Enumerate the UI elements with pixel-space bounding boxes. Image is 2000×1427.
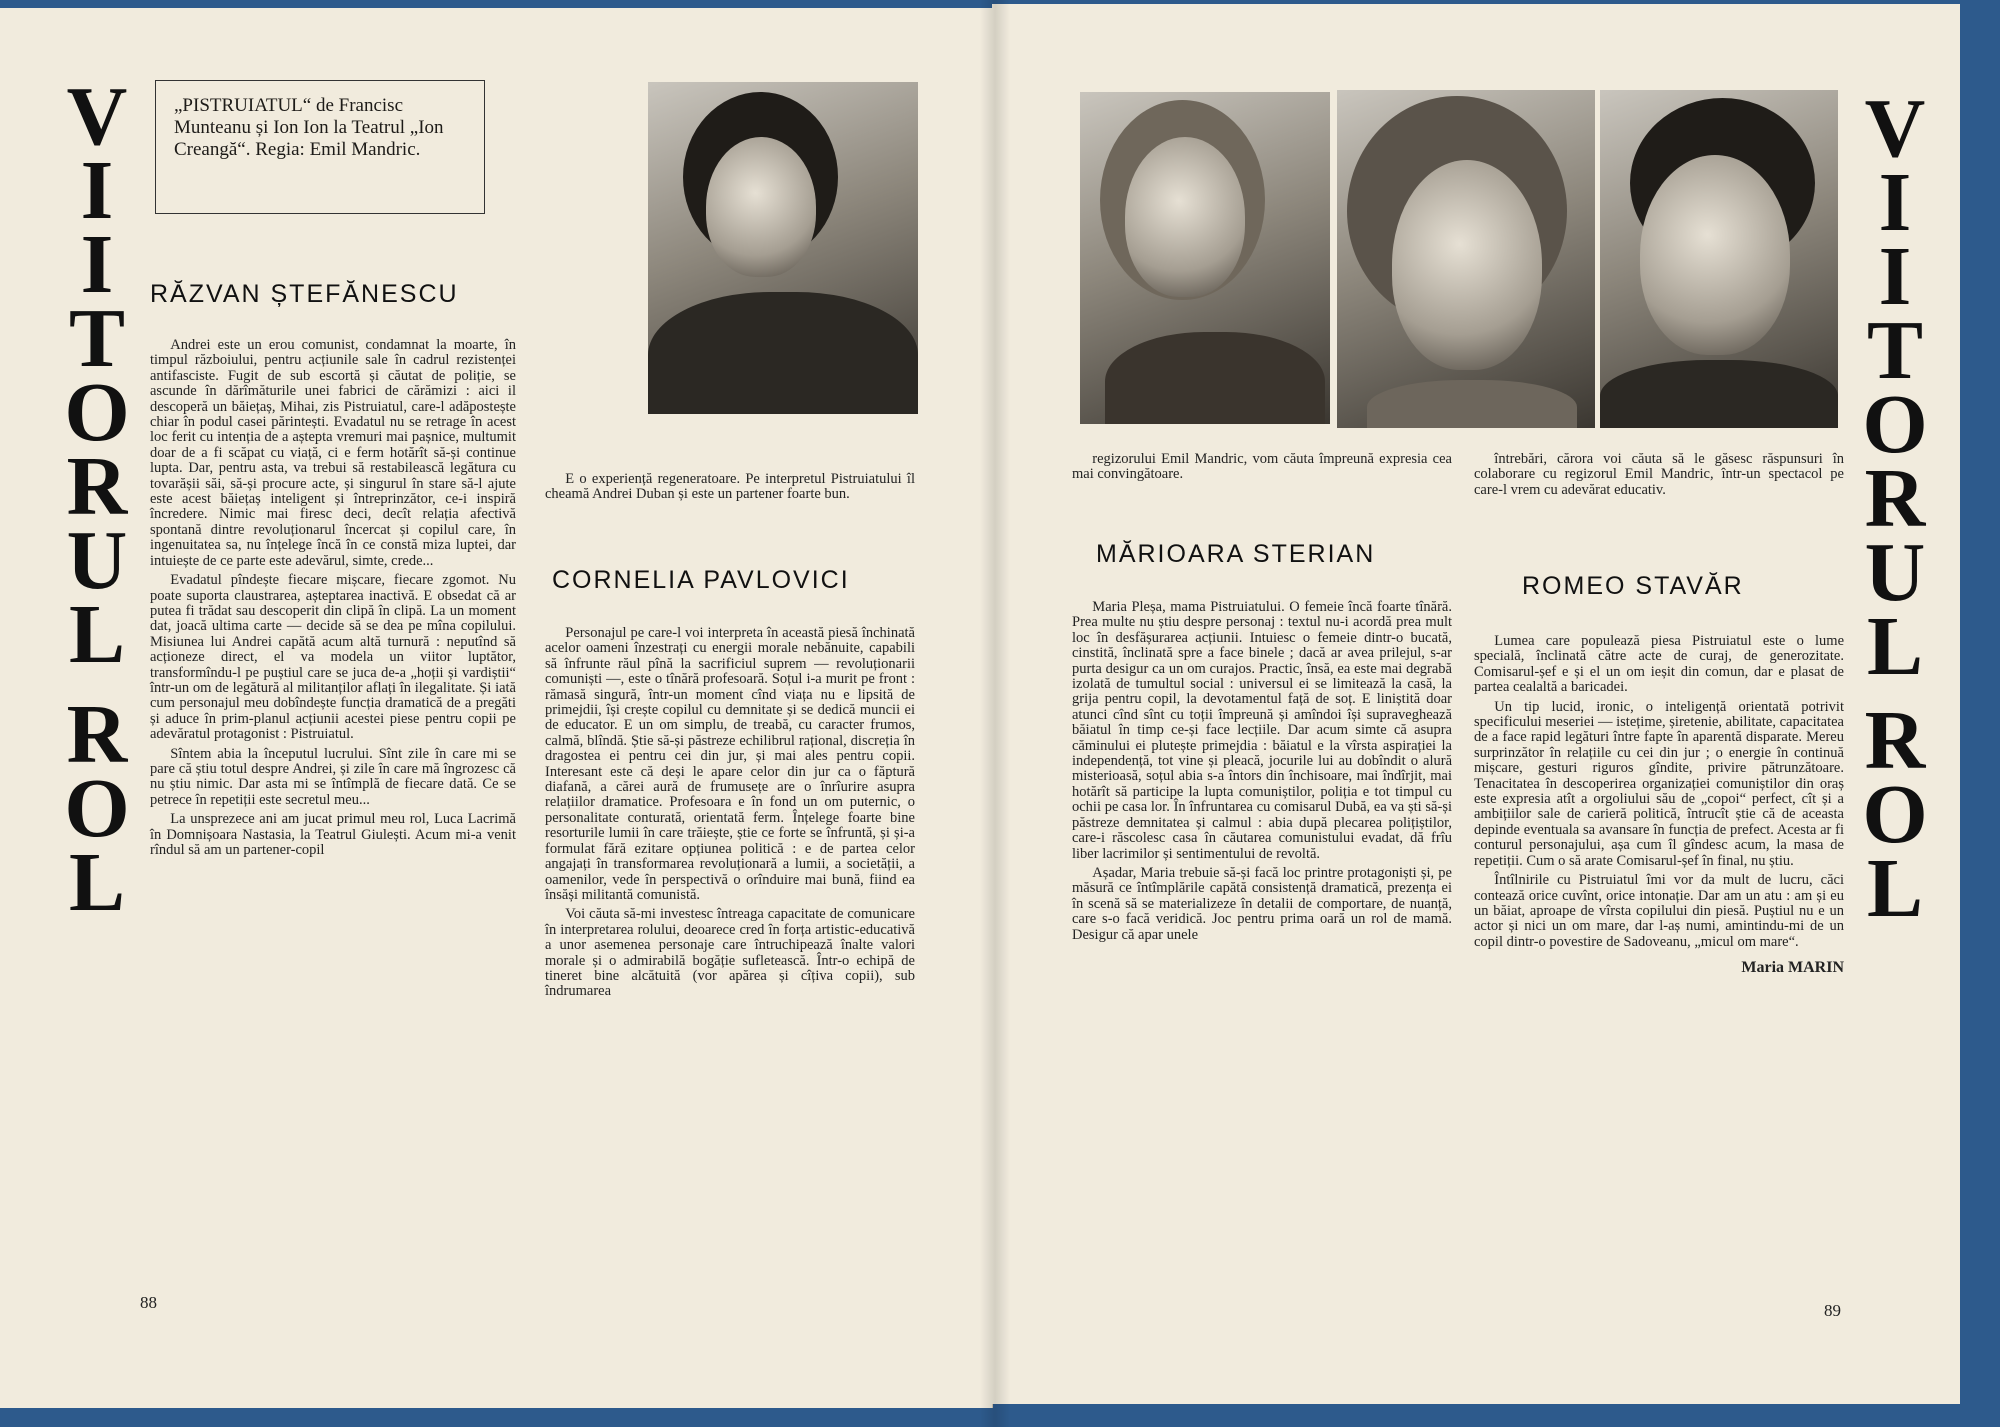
author-signature: Maria MARIN xyxy=(1741,959,1844,977)
portrait-photo-romeo-stavar-2 xyxy=(1600,90,1838,428)
right-page xyxy=(992,4,1982,1404)
article-intro-column-2: E o experiență regeneratoare. Pe interpretul Pistruiatului îl cheamă Andrei Duban și este un partener foarte bun. xyxy=(545,471,915,503)
portrait-photo-razvan-stefanescu xyxy=(648,82,918,414)
article-intro-column-3: regizorului Emil Mandric, vom căuta împreună expresia cea mai convingătoare. xyxy=(1072,451,1452,483)
article-column-marioara: Maria Pleșa, mama Pistruiatului. O femeie încă foarte tînără. Prea multe nu știu despre personaj : textul nu-i acordă prea mult loc în desfășurarea acțiunii. Intuiesc o femeie dintr-o bucată, cinstită, înclinată spre a face binele ; dacă ar avea prilejul, s-ar purta desigur ca un om curajos. Practic, însă, ea este mai degrabă izolată de tumultul social : universul ei se limitează la casă, la grija pentru copil, la devotamentul față de soț. E liniștită doar atunci cînd sînt cu toții împreună și amîndoi își supraveghează băiatul în timp ce-și face lecțiile. Dar acum simte că asupra căminului ei plutește primejdia : băiatul e la vîrsta aspirației la independență, tot vine și pleacă, jocurile lui au dobîndit o alură misterioasă, soțul abia s-a întors din închisoare, mai îndîrjit, mai hotărît să participe la lupta comuniștilor, poliția e tot timpul cu ochii pe casa lor. În înfruntarea cu comisarul Dubă, ea va ști să-și păstreze demnitatea și calmul : abia după plecarea polițiștilor, care-i răscolesc casa în căutarea comunistului evadat, dă frîu liber lacrimilor și sentimentului de revoltă. Așadar, Maria trebuie să-și facă loc printre protagoniști și, pe măsură ce întîmplările capătă consistență dramatică, prezența ei în scenă să se materializeze în detalii de comportare, de nuanță, care s-o facă veridică. Joc pentru prima oară un rol de mamă. Desigur că apar unele xyxy=(1072,599,1452,943)
vertical-title-rol-right: R O L xyxy=(1862,694,1928,935)
book-cover-edge xyxy=(1960,0,2000,1427)
heading-razvan-stefanescu: RĂZVAN ȘTEFĂNESCU xyxy=(150,280,459,308)
article-column-cornelia: Personajul pe care-l voi interpreta în această piesă închinată acelor oameni înzestrați cu energii morale nebănuite, capabili să înfrunte răul pînă la sacrificiul suprem — revoluționarii comuniști —, este o tînără profesoară. Soțul i-a murit pe front : rămasă singură, într-un moment cînd viața nu e lipsită de primejdii, își crește copilul cu demnitate și se dedică muncii ei de educator. E un om simplu, de treabă, cu caracter frumos, calmă, blîndă. Știe să-și păstreze echilibrul rațional, discreția în dragostea ei pentru cei din jur, și mai ales pentru copii. Interesant este că deși le apare celor din jur ca o făptură diafană, a cărei aură de frumusețe are o înrîurire asupra relațiilor dramatice. Profesoara e în fond un om puternic, o personalitate conturată, orientată ferm. Înțelege foarte bine resorturile lumii în care trăiește, știe ce forte se înfruntă, și și-a formulat fără ezitare opțiunea politică : e de partea celor angajați în transformarea revoluționară a lumii, a societății, a oamenilor, vede în perspectivă o orînduire mai bună, fiind ea însăși militantă comunistă. Voi căuta să-mi investesc întreaga capacitate de comunicare în interpretarea rolului, deoarece cred în forța artistic-educativă a unor asemenea personaje care întruchipează înalte valori morale și o admirabilă bogăție sufletească. Într-o echipă de tineret bine alcătuită (vor apărea și cîțiva copii), sub îndrumarea xyxy=(545,625,915,1000)
heading-cornelia-pavlovici: CORNELIA PAVLOVICI xyxy=(552,566,850,594)
page-number-right: 89 xyxy=(1824,1301,1841,1320)
production-notice-box: „PISTRUIATUL“ de Francisc Munteanu și Ion Ion la Teatrul „Ion Creangă“. Regia: Emil Mandric. xyxy=(155,80,485,214)
article-intro-column-4: întrebări, cărora voi căuta să le găsesc răspunsuri în colaborare cu regizorul Emil Mandric, într-un spectacol pe care-l vrem cu adevărat educativ. xyxy=(1474,451,1844,498)
portrait-photo-marioara-sterian xyxy=(1080,92,1330,424)
vertical-title-viitorul-right: V I I T O R U L xyxy=(1862,82,1928,693)
left-page xyxy=(0,8,993,1408)
article-column-romeo: Lumea care populează piesa Pistruiatul este o lume specială, înclinată către acte de curaj, de generozitate. Comisarul-șef e și el un om ieșit din comun, dar e plasat de partea cealaltă a baricadei. Un tip lucid, ironic, o inteligență orientată potrivit specificului meseriei — istețime, șiretenie, abilitate, capacitatea de a face rapid legături între fapte în aparentă disparate. Mereu surprinzător în relațiile cu cei din jur ; o energie în continuă mișcare, gesturi riguros gîndite, privire pătrunzătoare. Tenacitatea în descoperirea organizației comuniștilor din oraș este expresia atît a orgoliului său de „copoi“ perfect, cît și a ambițiilor sale de carieră politică, întrucît știe că de aceasta depinde eventuala sa avansare în funcția de prefect. Acesta ar fi conturul personajului, așa cum îl gîndesc acum, la masa de repetiții. Cum o să arate Comisarul-șef în final, nu știu. Întîlnirile cu Pistruiatul îmi vor da mult de lucru, căci contează orice cuvînt, orice intonație. Dar am un atu : am și eu un băiat, aproape de vîrsta copilului din piesă. Puștiul nu e un actor și nici un om mare, dar l-aș numi, amintindu-mi de un copil dintr-o povestire de Sadoveanu, „micul om mare“. Maria MARIN xyxy=(1474,633,1844,977)
vertical-title-viitorul: V I I T O R U L xyxy=(64,70,130,681)
heading-marioara-sterian: MĂRIOARA STERIAN xyxy=(1096,540,1376,568)
article-column-razvan: Andrei este un erou comunist, condamnat la moarte, în timpul războiului, pentru acțiunile sale în cadrul rezistenței antifasciste. Fugit de sub escortă și căutat de poliție, se ascunde în dărîmăturile unei fabrici de cărămizi : aici il descoperă un băiețaș, Mihai, zis Pistruiatul, care-l adăpostește chiar în podul casei părintești. Evadatul nu se retrage în acest loc ferit cu intenția de a aștepta vremuri mai pașnice, multumit doar de a fi scăpat cu viață, ci e ferm hotărît să-și continue lupta. Dar, pentru asta, va trebui să restabilească legătura cu tovarășii săi, să-și procure acte, și singurul în stare să-l ajute este acest băiețaș inteligent și întreprinzător, ce-i inspiră încredere. Nimic mai firesc deci, decît relația afectivă spontană dintre revoluționarul încercat și copilul care, în ingenuitatea sa, nu înțelege încă în ce constă miza luptei, dar intuiește de ce parte este adevărul, simte, crede... Evadatul pîndește fiecare mișcare, fiecare zgomot. Nu poate suporta claustrarea, așteptarea inactivă. E obsedat că ar putea fi trădat sau descoperit din clipă în clipă. La un moment dat, joacă ultima carte — decide să se dea pe mîna copilului. Misiunea lui Andrei capătă acum altă turnură : neputînd să acționeze direct, el va modela un viitor luptător, transformîndu-l pe puștiul care se juca de-a „hoții și vardiștii“ într-un om de legătură al militanților aflați în ilegalitate. Și iată cum personajul meu dobîndește funcția dramatică de a pregăti și aduce în prim-planul acțiunii acestei piese pentru copii pe adevăratul protagonist : Pistruiatul. Sîntem abia la începutul lucrului. Sînt zile în care mi se pare că știu totul despre Andrei, și zile în care mă îngrozesc că nu știu nimic. Dar asta mi se întîmplă de fiecare dată. Ce se petrece în repetiții este secretul meu... La unsprezece ani am jucat primul meu rol, Luca Lacrimă în Domnișoara Nastasia, la Teatrul Giulești. Acum mi-a venit rîndul să am un partener-copil xyxy=(150,337,516,858)
vertical-title-rol: R O L xyxy=(64,688,130,929)
heading-romeo-stavar: ROMEO STAVĂR xyxy=(1522,572,1744,600)
page-number-left: 88 xyxy=(140,1293,157,1312)
portrait-photo-romeo-stavar-1 xyxy=(1337,90,1595,428)
